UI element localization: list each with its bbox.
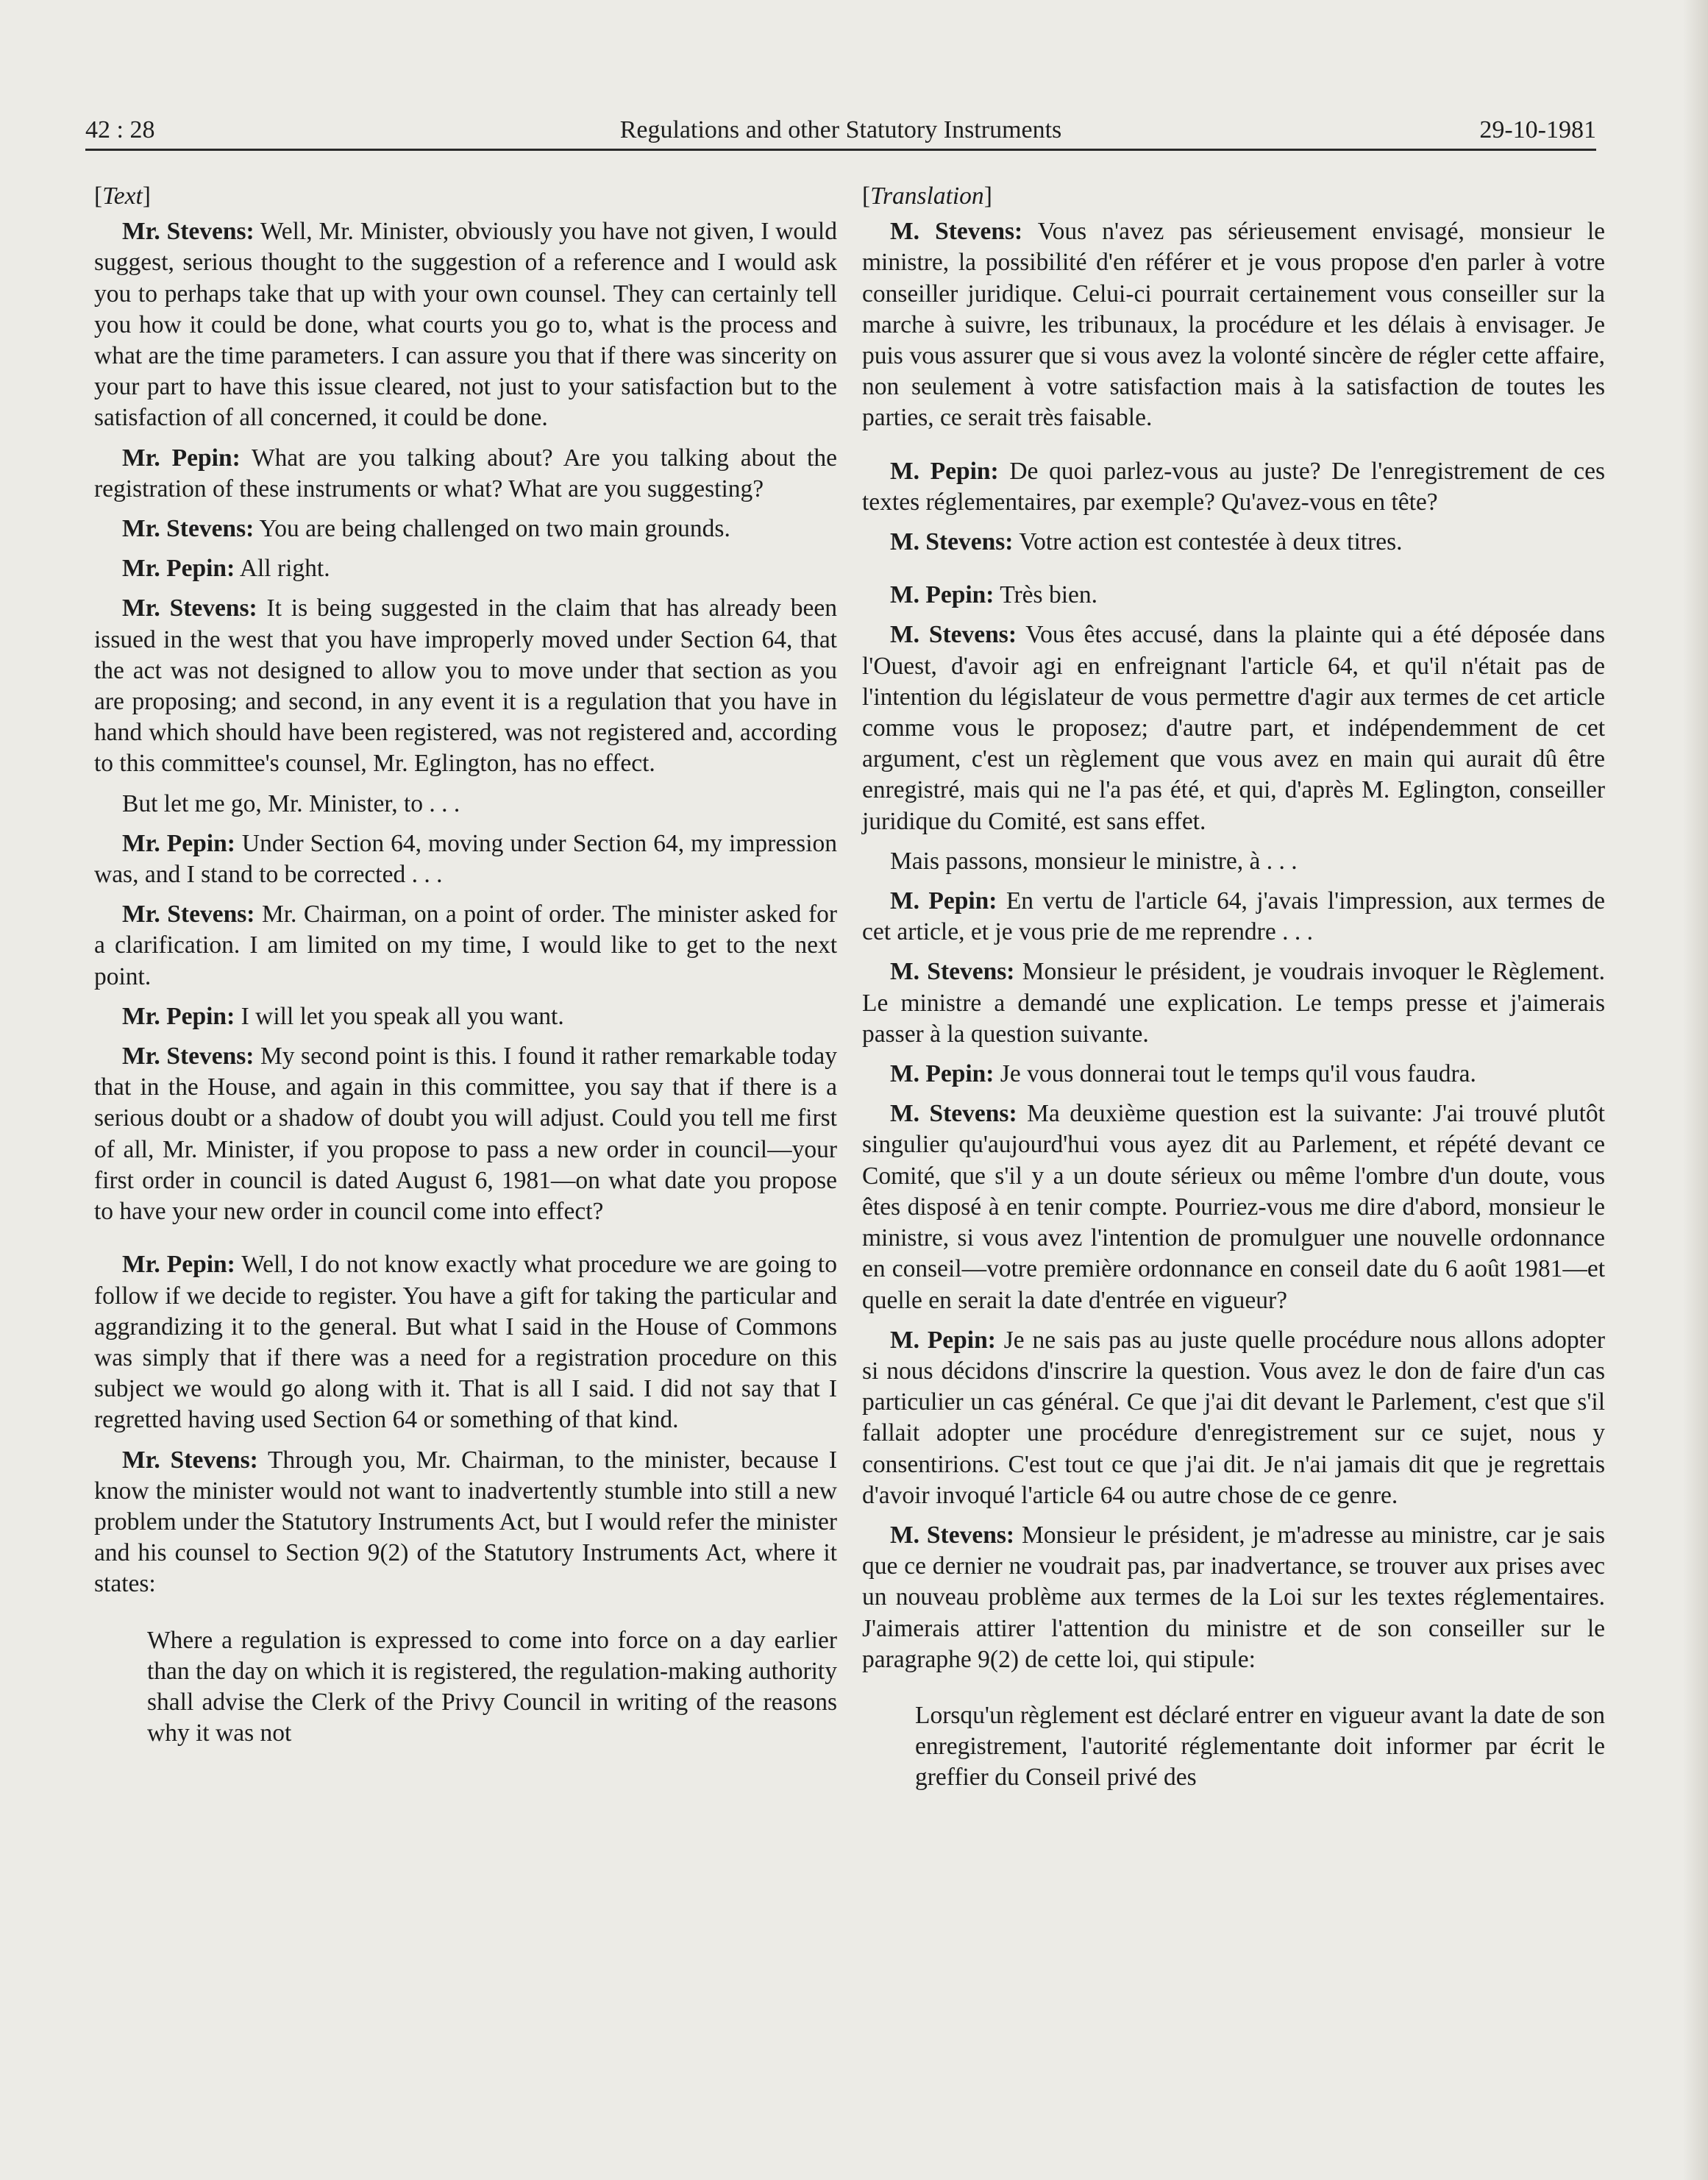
transcript-paragraph [862,619,1605,837]
transcript-paragraph [94,789,837,820]
speaker-name: M. Stevens: [890,218,1023,246]
speaker-name: M. Stevens: [890,1521,1015,1549]
english-column [94,181,837,1749]
transcript-paragraph [862,216,1605,433]
transcript-paragraph [862,1520,1605,1675]
text-label: [Text] [94,182,151,210]
speaker-name: Mr. Pepin: [122,555,235,583]
speech-text: Well, Mr. Minister, obviously you have not given, I would suggest, serious thought to the suggestion of a reference and I would ask you to perhaps take that up with your own counsel. They can certainly tell you how it could be done, what courts you go to, what is the process and what are the time parameters. I can assure you that if there was sincerity on your part to have this issue cleared, not just to your satisfaction but to the satisfaction of all concerned, it could be done. [94,218,837,432]
transcript-paragraph [862,886,1605,948]
speaker-name: Mr. Pepin: [122,444,241,472]
speech-text: Je ne sais pas au juste quelle procédure nous allons adopter si nous décidons d'inscrire la question. Vous avez le don de faire d'un cas particulier un cas général. Ce que j'ai dit devant le Parlement, c'est que s'il fallait adopter une procédure d'enregistrement sur ce sujet, nous y consentirions. C'est tout ce que j'ai dit. Je n'ai jamais dit que je regrettais d'avoir invoqué l'article 64 ou autre chose de ce genre. [862,1326,1605,1509]
page-edge-shadow [1683,0,1708,2180]
transcript-paragraph [94,553,837,584]
running-header [85,104,1596,151]
speaker-name: M. Stevens: [890,528,1014,556]
transcript-paragraph [94,1041,837,1227]
speech-text: Monsieur le président, je m'adresse au ministre, car je sais que ce dernier ne voudrait pas, par inadvertance, se trouver aux prises avec un nouveau problème aux termes de la Loi sur les textes réglementaires. J'aimerais attirer l'attention du ministre et de son conseiller sur le paragraphe 9(2) de cette loi, qui stipule: [862,1521,1606,1673]
speaker-name: Mr. Stevens: [122,1043,255,1071]
speaker-name: Mr. Stevens: [122,218,255,246]
speaker-name: M. Pepin: [890,1326,996,1354]
page-number: 42 : 28 [85,116,155,143]
speech-text: My second point is this. I found it rather remarkable today that in the House, and again in this committee, you say that if there is a serious doubt or a shadow of doubt you will adjust. Could you tell me first of all, Mr. Minister, if you propose to pass a new order in council—your first order in council is dated August 6, 1981—on what date you propose to have your new order in council come into effect? [94,1043,838,1226]
speech-text: Monsieur le président, je voudrais invoquer le Règlement. Le ministre a demandé une explication. Le temps presse et j'aimerais passer à la question suivante. [862,958,1606,1048]
speaker-name: Mr. Stevens: [122,515,255,543]
transcript-paragraph [862,846,1605,877]
speech-text: Mr. Chairman, on a point of order. The minister asked for a clarification. I am limited on my time, I would like to get to the next point. [94,901,838,990]
transcript-paragraph [94,514,837,544]
french-column [862,181,1605,1794]
speaker-name: M. Stevens: [890,621,1017,649]
speaker-name: Mr. Pepin: [122,829,235,857]
speech-text: It is being suggested in the claim that has already been issued in the west that you have improperly moved under Section 64, that the act was not designed to allow you to move under that section as you are proposing; and second, in any event it is a regulation that you have in hand which should have been registered, was not registered and, according to this committee's counsel, Mr. Eglington, has no effect. [94,594,838,778]
speech-text: I will let you speak all you want. [241,1002,564,1030]
speaker-name: Mr. Stevens: [122,594,257,622]
speaker-name: M. Stevens: [890,958,1015,986]
speech-text: But let me go, Mr. Minister, to . . . [122,789,460,817]
english-transcript [94,216,837,1600]
speech-text: What are you talking about? Are you talking about the registration of these instruments or what? What are you suggesting? [94,444,837,503]
transcript-paragraph [862,1325,1605,1511]
speech-text: Mais passons, monsieur le ministre, à . . . [890,847,1298,875]
transcript-paragraph [862,1098,1605,1316]
speaker-name: M. Pepin: [890,1060,994,1088]
speech-text: De quoi parlez-vous au juste? De l'enregistrement de ces textes réglementaires, par exemple? Qu'avez-vous en tête? [862,457,1606,516]
speech-text: Vous êtes accusé, dans la plainte qui a été déposée dans l'Ouest, d'avoir agi en enfreignant l'article 64, et qu'il n'était pas de l'intention du législateur de vous permettre d'agir aux termes de cet article comme vous le proposez; d'autre part, et indépendemment de cet argument, c'est un règlement que vous avez en main qui aurait dû être enregistré, mais qui ne l'a pas été, et qui, d'après M. Eglington, conseiller juridique du Comité, est sans effet. [862,621,1605,835]
transcript-paragraph [94,828,837,890]
speaker-name: M. Pepin: [890,581,994,609]
speaker-name: M. Pepin: [890,887,997,915]
speaker-name: M. Pepin: [890,457,999,485]
french-transcript [862,216,1605,1675]
speech-text: Ma deuxième question est la suivante: J'ai trouvé plutôt singulier qu'aujourd'hui vous ayez dit au Parlement, et répété devant ce Comité, que s'il y a un doute sérieux ou même l'ombre d'un doute, vous êtes disposé à en tenir compte. Pourriez-vous me dire d'abord, monsieur le ministre, si vous avez l'intention de promulguer une nouvelle ordonnance en conseil—votre première ordonnance en conseil date du 6 août 1981—et quelle en serait la date d'entrée en vigueur? [862,1100,1605,1314]
transcript-paragraph [94,593,837,779]
speaker-name: Mr. Stevens: [122,901,255,929]
transcript-paragraph [862,580,1605,611]
speech-text: Je vous donnerai tout le temps qu'il vous faudra. [1000,1060,1476,1088]
speech-text: Vous n'avez pas sérieusement envisagé, monsieur le ministre, la possibilité d'en référer et je vous propose d'en parler à votre conseiller juridique. Celui-ci pourrait certainement vous conseiller sur la marche à suivre, les tribunaux, la procédure et les délais à envisager. Je puis vous assurer que si vous avez la volonté sincère de régler cette affaire, non seulement à votre satisfaction mais à la satisfaction de toutes les parties, ce serait très faisable. [862,218,1606,432]
speech-text: En vertu de l'article 64, j'avais l'impression, aux termes de cet article, et je vous prie de me reprendre . . . [862,887,1606,946]
transcript-paragraph [862,456,1605,518]
transcript-paragraph [94,1249,837,1435]
translation-label-word: Translation [870,182,984,210]
publication-title: Regulations and other Statutory Instruments [619,116,1062,143]
english-statute-quote: Where a regulation is expressed to come into force on a day earlier than the day on which it is registered, the regulation-making authority shall advise the Clerk of the Privy Council in writing of the reasons why it was not [147,1626,837,1747]
speech-text: Well, I do not know exactly what procedure we are going to follow if we decide to register. You have a gift for taking the particular and aggrandizing it to the general. But what I said in the House of Commons was simply that if there was a need for a registration procedure on this subject we would go along with it. That is all I said. I did not say that I regretted having used Section 64 or something of that kind. [94,1251,837,1434]
transcript-paragraph [862,1059,1605,1090]
speech-text: Très bien. [1000,581,1097,609]
translation-label: [Translation] [862,182,992,210]
speaker-name: M. Stevens: [890,1100,1017,1128]
speech-text: Through you, Mr. Chairman, to the minister, because I know the minister would not want to inadvertently stumble into still a new problem under the Statutory Instruments Act, but I would refer the minister and his counsel to Section 9(2) of the Statutory Instruments Act, where it states: [94,1446,837,1598]
session-date: 29-10-1981 [1479,116,1596,143]
transcript-paragraph [94,443,837,505]
speech-text: Under Section 64, moving under Section 64, my impression was, and I stand to be corrected . . . [94,829,837,889]
speech-text: All right. [239,555,330,583]
speaker-name: Mr. Pepin: [122,1251,235,1279]
transcript-paragraph [862,956,1605,1050]
speaker-name: Mr. Pepin: [122,1002,235,1030]
speech-text: Votre action est contestée à deux titres. [1019,528,1403,556]
transcript-paragraph [94,1001,837,1032]
transcript-paragraph [94,899,837,993]
transcript-paragraph [94,1445,837,1600]
speaker-name: Mr. Stevens: [122,1446,258,1474]
speech-text: You are being challenged on two main grounds. [259,515,730,543]
text-label-word: Text [102,182,143,210]
french-statute-quote: Lorsqu'un règlement est déclaré entrer en vigueur avant la date de son enregistrement, l'autorité réglementante doit informer par écrit le greffier du Conseil privé des [915,1701,1605,1792]
transcript-paragraph [94,216,837,433]
transcript-paragraph [862,527,1605,558]
